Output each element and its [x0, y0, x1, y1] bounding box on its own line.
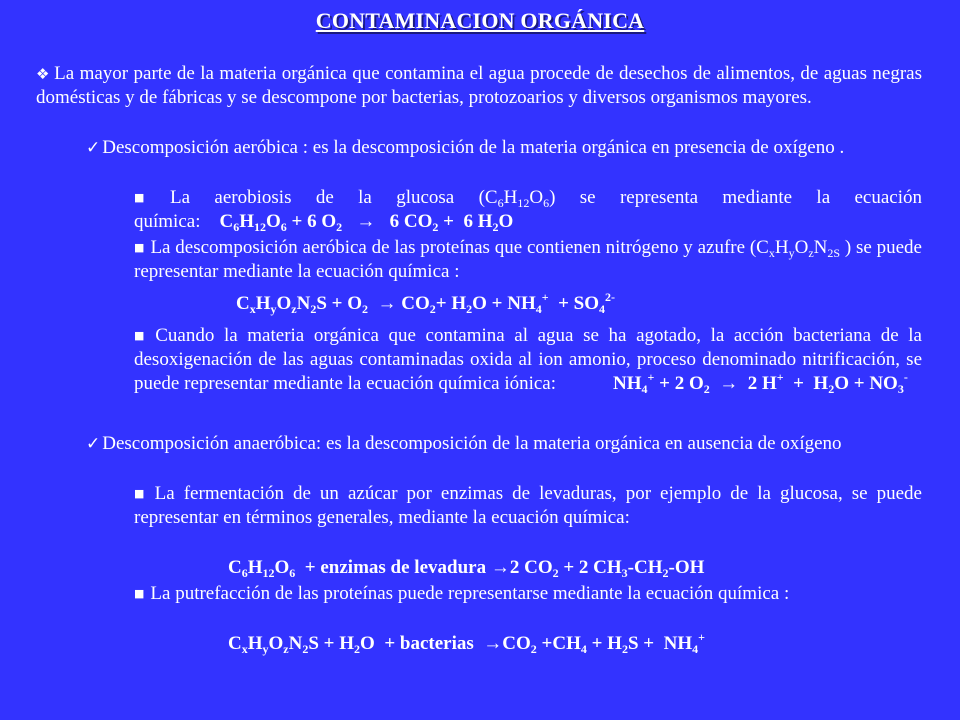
- fermentation-text: La fermentación de un azúcar por enzimas de levaduras, por ejemplo de la glucosa, se puede representar en términos generales, mediante la ecuación química:: [134, 483, 922, 528]
- arrow-right-icon: →: [377, 293, 397, 314]
- aerobic-heading: [86, 136, 922, 160]
- arrow-right-icon: →: [356, 211, 376, 232]
- nitrification-paragraph: ■ Cuando la materia orgánica que contamina al agua se ha agotado, la acción bacteriana de la desoxigenación de las aguas contaminadas oxida al ion amonio, proceso denominado nitrificación, se puede representar mediante la ecuación química iónica: $NH_4^+ + 2$ $O_2 \to 2$ $H^+ + H_2O + NO_3^-$: [134, 325, 922, 396]
- square-bullet-icon: ■: [134, 587, 145, 600]
- putrefaction-equation: $C_xH_yO_zN_2S + H_2O$ + bacterias $\to CO_2 +CH_4 + H_2S + NH_4^+$: [228, 630, 705, 656]
- putrefaction-text: La putrefacción de las proteínas puede representarse mediante la ecuación química :: [150, 583, 790, 604]
- square-bullet-icon: ■: [134, 191, 165, 204]
- anaerobic-heading-text: Descomposición anaeróbica: es la descomposición de la materia orgánica en ausencia de oxígeno: [102, 433, 842, 454]
- fermentation-paragraph: [134, 482, 922, 530]
- square-bullet-icon: ■: [134, 329, 150, 342]
- anaerobic-heading: [86, 432, 922, 456]
- arrow-right-icon: →: [490, 557, 510, 578]
- fermentation-equation: $C_6H_{12}O_6$ + enzimas de levadura →2 $CO_2 + 2$ $CH_3-CH_2-OH$: [228, 557, 705, 580]
- intro-paragraph: [36, 62, 922, 110]
- square-bullet-icon: ■: [134, 241, 145, 254]
- square-bullet-icon: ■: [134, 487, 149, 500]
- check-bullet-icon: ✓: [86, 434, 101, 454]
- intro-text: La mayor parte de la materia orgánica que contamina el agua procede de desechos de alimentos, de aguas negras domésticas y de fábricas y se descompone por bacterias, protozoarios y diversos organismos mayores.: [36, 63, 922, 108]
- aerobic-heading-text: Descomposición aeróbica : es la descomposición de la materia orgánica en presencia de oxígeno .: [102, 137, 845, 158]
- putrefaction-paragraph: [134, 582, 922, 606]
- arrow-right-icon: →: [719, 373, 739, 394]
- arrow-right-icon: →: [483, 633, 503, 654]
- protein-paragraph: ■ La descomposición aeróbica de las proteínas que contienen nitrógeno y azufre ($C_xH_yO_zN_{2S}$ ) se puede representar mediante la ecuación química :: [134, 237, 922, 282]
- glucose-paragraph: ■ La aerobiosis de la glucosa $(C_6H_{12}O_6)$ se representa mediante la ecuación química: $C_6H_{12}O_6 + 6$ $O_2$ → 6 $CO_2 + 6$ $H_2O$: [134, 187, 922, 234]
- page-title: CONTAMINACION ORGÁNICA: [315, 8, 645, 33]
- diamond-bullet-icon: ❖: [36, 65, 51, 83]
- protein-equation: $C_xH_yO_zN_2S + O_2 \to CO_2+ H_2O + NH_4^+ + SO_4^{2-}$: [236, 290, 616, 316]
- check-bullet-icon: ✓: [86, 138, 101, 158]
